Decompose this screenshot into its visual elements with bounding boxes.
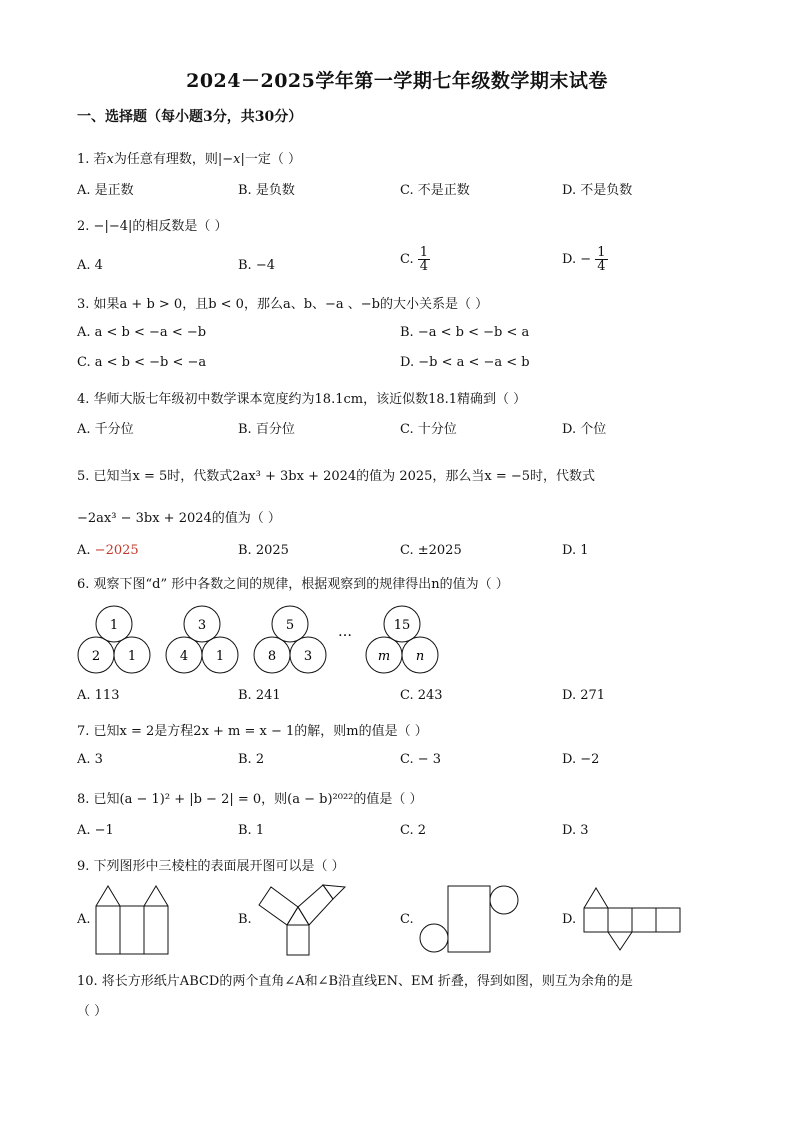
q2-tail: 的相反数是（ ）: [132, 219, 228, 234]
q4-option-b: B. 百分位: [238, 422, 295, 437]
q5-option-a: [77, 543, 139, 558]
q6-figure-row: [70, 600, 450, 676]
q1-lead: 1. 若: [77, 152, 107, 167]
q2-lead: 2.: [77, 219, 94, 234]
q1-option-d: D. 不是负数: [562, 183, 633, 198]
q2-c-fraction: [418, 246, 430, 273]
q9-option-b-label: B.: [238, 912, 252, 927]
question-7: 7. 已知x = 2是方程2x + m = x − 1的解，则m的值是（ ）: [77, 724, 428, 739]
q7-option-b: B. 2: [238, 752, 265, 767]
d-figure-2-left: 4: [179, 649, 189, 664]
q2-expr: −|−4|: [93, 219, 133, 234]
question-10-line-2: （ ）: [77, 1004, 108, 1019]
q2-option-b: B. −4: [238, 258, 275, 273]
q5-a-value: −2025: [94, 543, 139, 558]
q9-net-a: [94, 884, 174, 956]
q2-c-den: 4: [419, 259, 429, 274]
q7-option-d: D. −2: [562, 752, 600, 767]
q1-tail-a: 为任意有理数，则: [113, 152, 218, 167]
question-3: 3. 如果a + b > 0，且b < 0，那么a、b、−a 、−b的大小关系是（ ）: [77, 297, 489, 312]
question-2: [77, 215, 228, 234]
q2-c-label: C.: [400, 252, 414, 267]
d-figure-1: [78, 606, 150, 673]
q8-option-d: D. 3: [562, 823, 589, 838]
q1-option-b: B. 是负数: [238, 183, 295, 198]
question-5-line-1: 5. 已知当x = 5时，代数式2ax³ + 3bx + 2024的值为 2025，那么当x = −5时，代数式: [77, 469, 596, 484]
d-figure-3: [254, 606, 326, 673]
q9-net-d: [580, 884, 686, 952]
q7-option-c: C. − 3: [400, 752, 442, 767]
q6-option-a: A. 113: [77, 688, 120, 703]
q6-option-d: D. 271: [562, 688, 606, 703]
q5-option-b: B. 2025: [238, 543, 289, 558]
q8-option-a: A. −1: [77, 823, 114, 838]
q3-option-c: C. a < b < −b < −a: [77, 355, 207, 370]
q1-option-c: C. 不是正数: [400, 183, 470, 198]
question-1: [77, 148, 301, 167]
q2-d-num: 1: [597, 245, 606, 260]
q2-option-d: [562, 246, 608, 273]
d-figure-2: [166, 606, 238, 673]
q1-abs-expr: |−x|: [217, 152, 245, 167]
q3-option-d: D. −b < a < −a < b: [400, 355, 530, 370]
d-figure-3-left: 8: [267, 649, 277, 664]
q4-option-c: C. 十分位: [400, 422, 457, 437]
q6-option-b: B. 241: [238, 688, 281, 703]
d-figure-4-top: 15: [393, 618, 411, 633]
q2-c-num: 1: [419, 245, 429, 260]
q3-option-a: A. a < b < −a < −b: [77, 325, 207, 340]
q8-option-b: B. 1: [238, 823, 265, 838]
q1-tail-b: 一定（ ）: [244, 152, 302, 167]
q4-option-d: D. 个位: [562, 422, 607, 437]
q9-net-c: [418, 883, 522, 955]
d-figure-4-right: n: [415, 649, 425, 664]
q2-d-den: 4: [597, 259, 606, 274]
q2-option-a: A. 4: [77, 258, 103, 273]
d-figure-3-top: 5: [285, 618, 295, 633]
question-10-line-1: 10. 将长方形纸片ABCD的两个直角∠A和∠B沿直线EN、EM 折叠，得到如图，则互为余角的是: [77, 974, 633, 989]
q5-option-d: D. 1: [562, 543, 589, 558]
d-figure-1-right: 1: [127, 649, 137, 664]
d-figure-4-left: m: [377, 649, 391, 664]
q2-d-label: D. −: [562, 252, 592, 267]
page-title: 2024－2025学年第一学期七年级数学期末试卷: [186, 70, 608, 92]
question-4: 4. 华师大版七年级初中数学课本宽度约为18.1cm，该近似数18.1精确到（ ）: [77, 392, 527, 407]
d-figure-1-left: 2: [91, 649, 101, 664]
d-figure-2-top: 3: [197, 618, 207, 633]
d-figure-1-top: 1: [109, 618, 119, 633]
q5-option-c: C. ±2025: [400, 543, 462, 558]
q1-option-a: A. 是正数: [77, 183, 134, 198]
d-figure-ellipsis: …: [338, 624, 352, 640]
q9-option-a-label: A.: [77, 912, 91, 927]
d-figure-3-right: 3: [303, 649, 313, 664]
q2-option-c: [400, 246, 430, 273]
q1-var: x: [106, 152, 114, 167]
q7-option-a: A. 3: [77, 752, 103, 767]
question-6: 6. 观察下图“d” 形中各数之间的规律，根据观察到的规律得出n的值为（ ）: [77, 577, 509, 592]
question-9: 9. 下列图形中三棱柱的表面展开图可以是（ ）: [77, 859, 345, 874]
q9-option-d-label: D.: [562, 912, 577, 927]
d-figure-2-right: 1: [215, 649, 225, 664]
q5-a-label: A.: [77, 543, 91, 558]
question-5-line-2: −2ax³ − 3bx + 2024的值为（ ）: [77, 511, 281, 526]
q3-option-b: B. −a < b < −b < a: [400, 325, 530, 340]
q9-option-c-label: C.: [400, 912, 414, 927]
q8-option-c: C. 2: [400, 823, 427, 838]
d-figure-4: [366, 606, 438, 673]
q6-option-c: C. 243: [400, 688, 443, 703]
section-heading: 一、选择题（每小题3分，共30分）: [77, 109, 303, 125]
q4-option-a: A. 千分位: [77, 422, 134, 437]
q2-d-fraction: [595, 246, 607, 273]
q9-net-b: [255, 883, 350, 958]
question-8: 8. 已知(a − 1)² + |b − 2| = 0，则(a − b)²⁰²²的值是（ ）: [77, 792, 423, 807]
